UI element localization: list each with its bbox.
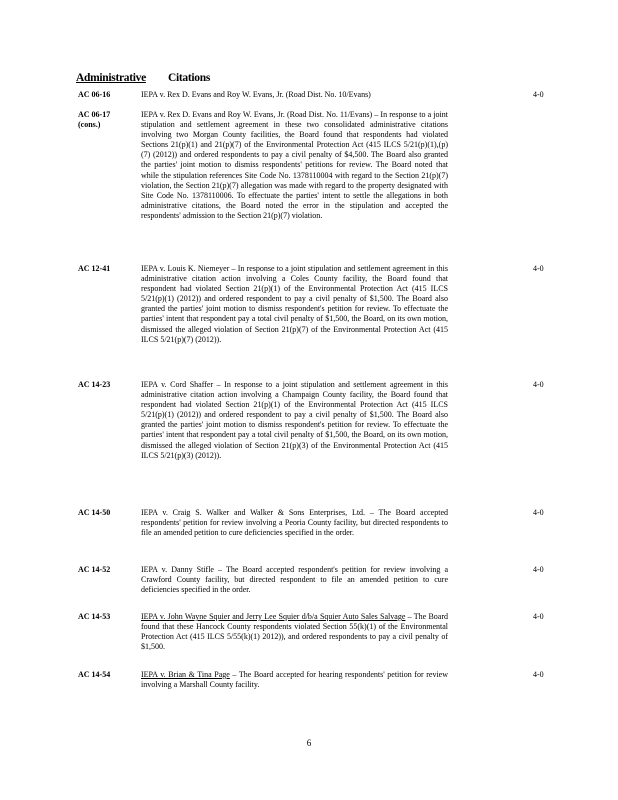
case-summary: IEPA v. Louis K. Niemeyer – In response to a joint stipulation and settlement agreement in this administrative citation action involving a Coles County facility, the Board found that respondent had violated Section 21(p)(1) of the Environmental Protection Act (415 ILCS 5/21(p)(1) (2012)) and ordered respondent to pay a civil penalty of $1,500. The Board also granted the parties' joint motion to dismiss respondent's petition for review. To effectuate the parties' intent that respondent pay a total civil penalty of $1,500, the Board, on its own motion, dismissed the alleged violation of Section 21(p)(7) of the Environmental Protection Act (415 ILCS 5/21(p)(7) (2012)). [141,264,448,344]
case-caption: IEPA v. Rex D. Evans and Roy W. Evans, Jr. (Road Dist. No. 11/Evans) [141,110,373,119]
case-summary: IEPA v. Craig S. Walker and Walker & Sons Enterprises, Ltd. – The Board accepted respondents' petition for review involving a Peoria County facility, but directed respondents to file an amended petition to cure deficiencies specified in the order. [141,508,448,538]
page-number: 6 [306,738,312,748]
case-number: AC 14-54 [78,670,111,679]
case-number: AC 12-41 [78,264,111,273]
case-number: AC 14-53 [78,612,111,621]
board-vote: 4-0 [533,612,544,621]
case-summary [141,670,448,690]
case-number: AC 14-50 [78,508,111,517]
case-description: – The Board accepted for hearing respondents' petition for review involving a Marshall County facility. [141,670,448,690]
case-summary: IEPA v. Danny Stifle – The Board accepted respondent's petition for review involving a Crawford County facility, but directed respondent to file an amended petition to cure deficiencies specified in the order. [141,565,448,595]
case-description: – In response to a joint stipulation and settlement agreement in these two consolidated administrative citations involving two Morgan County facilities, the Board found that respondents had violated Sections 21(p)(1) and 21(p)(7) of the Environmental Protection Act (415 ILCS 5/21(p)(1),(p)(7) (2012)) and ordered respondents to pay a civil penalty of $4,500. The Board also granted the parties' joint motion to dismiss respondents' petitions for review. The Board noted that while the stipulation references Site Code No. 1378110004 with regard to the Section 21(p)(7) violation, the Section 21(p)(7) allegation was made with regard to the property designated with Site Code No. 1378110006. To effectuate the parties' intent to settle the allegations in both administrative citations, the Board noted the error in the stipulation and accepted the respondents' admission to the Section 21(p)(7) violation. [141,110,448,220]
board-vote: 4-0 [533,508,544,517]
board-vote: 4-0 [533,264,544,273]
case-summary [141,612,448,652]
case-number: AC 14-52 [78,565,111,574]
board-vote: 4-0 [533,565,544,574]
case-description: – The Board found that these Hancock County respondents violated Section 55(k)(1) of the Environmental Protection Act (415 ILCS 5/55(k)(1) 2012)), and ordered respondents to pay a civil penalty of $1,500. [141,612,448,652]
case-summary: IEPA v. Rex D. Evans and Roy W. Evans, Jr. (Road Dist. No. 10/Evans) [141,90,371,99]
case-caption: IEPA v. John Wayne Squier and Jerry Lee Squier d/b/a Squier Auto Sales Salvage [141,612,406,621]
board-vote: 4-0 [533,90,544,99]
column-header-citations: Citations [168,72,211,84]
case-number: AC 06-16 [78,90,111,99]
column-header-administrative: Administrative [76,72,146,84]
case-number: AC 06-17 (cons.) [78,110,111,130]
case-summary [141,110,448,221]
case-caption: IEPA v. Brian & Tina Page [141,670,230,679]
case-number: AC 14-23 [78,380,111,389]
board-vote: 4-0 [533,380,544,389]
case-summary: IEPA v. Cord Shaffer – In response to a joint stipulation and settlement agreement in this administrative citation action involving a Champaign County facility, the Board found that respondent had violated Section 21(p)(1) of the Environmental Protection Act (415 ILCS 5/21(p)(1) (2012)) and ordered respondent to pay a civil penalty of $1,500. The Board also granted the parties' joint motion to dismiss respondent's petition for review. To effectuate the parties' intent that respondent pay a total civil penalty of $1,500, the Board, on its own motion, dismissed the alleged violation of Section 21(p)(3) of the Environmental Protection Act (415 ILCS 5/21(p)(3) (2012)). [141,380,448,460]
board-vote: 4-0 [533,670,544,679]
